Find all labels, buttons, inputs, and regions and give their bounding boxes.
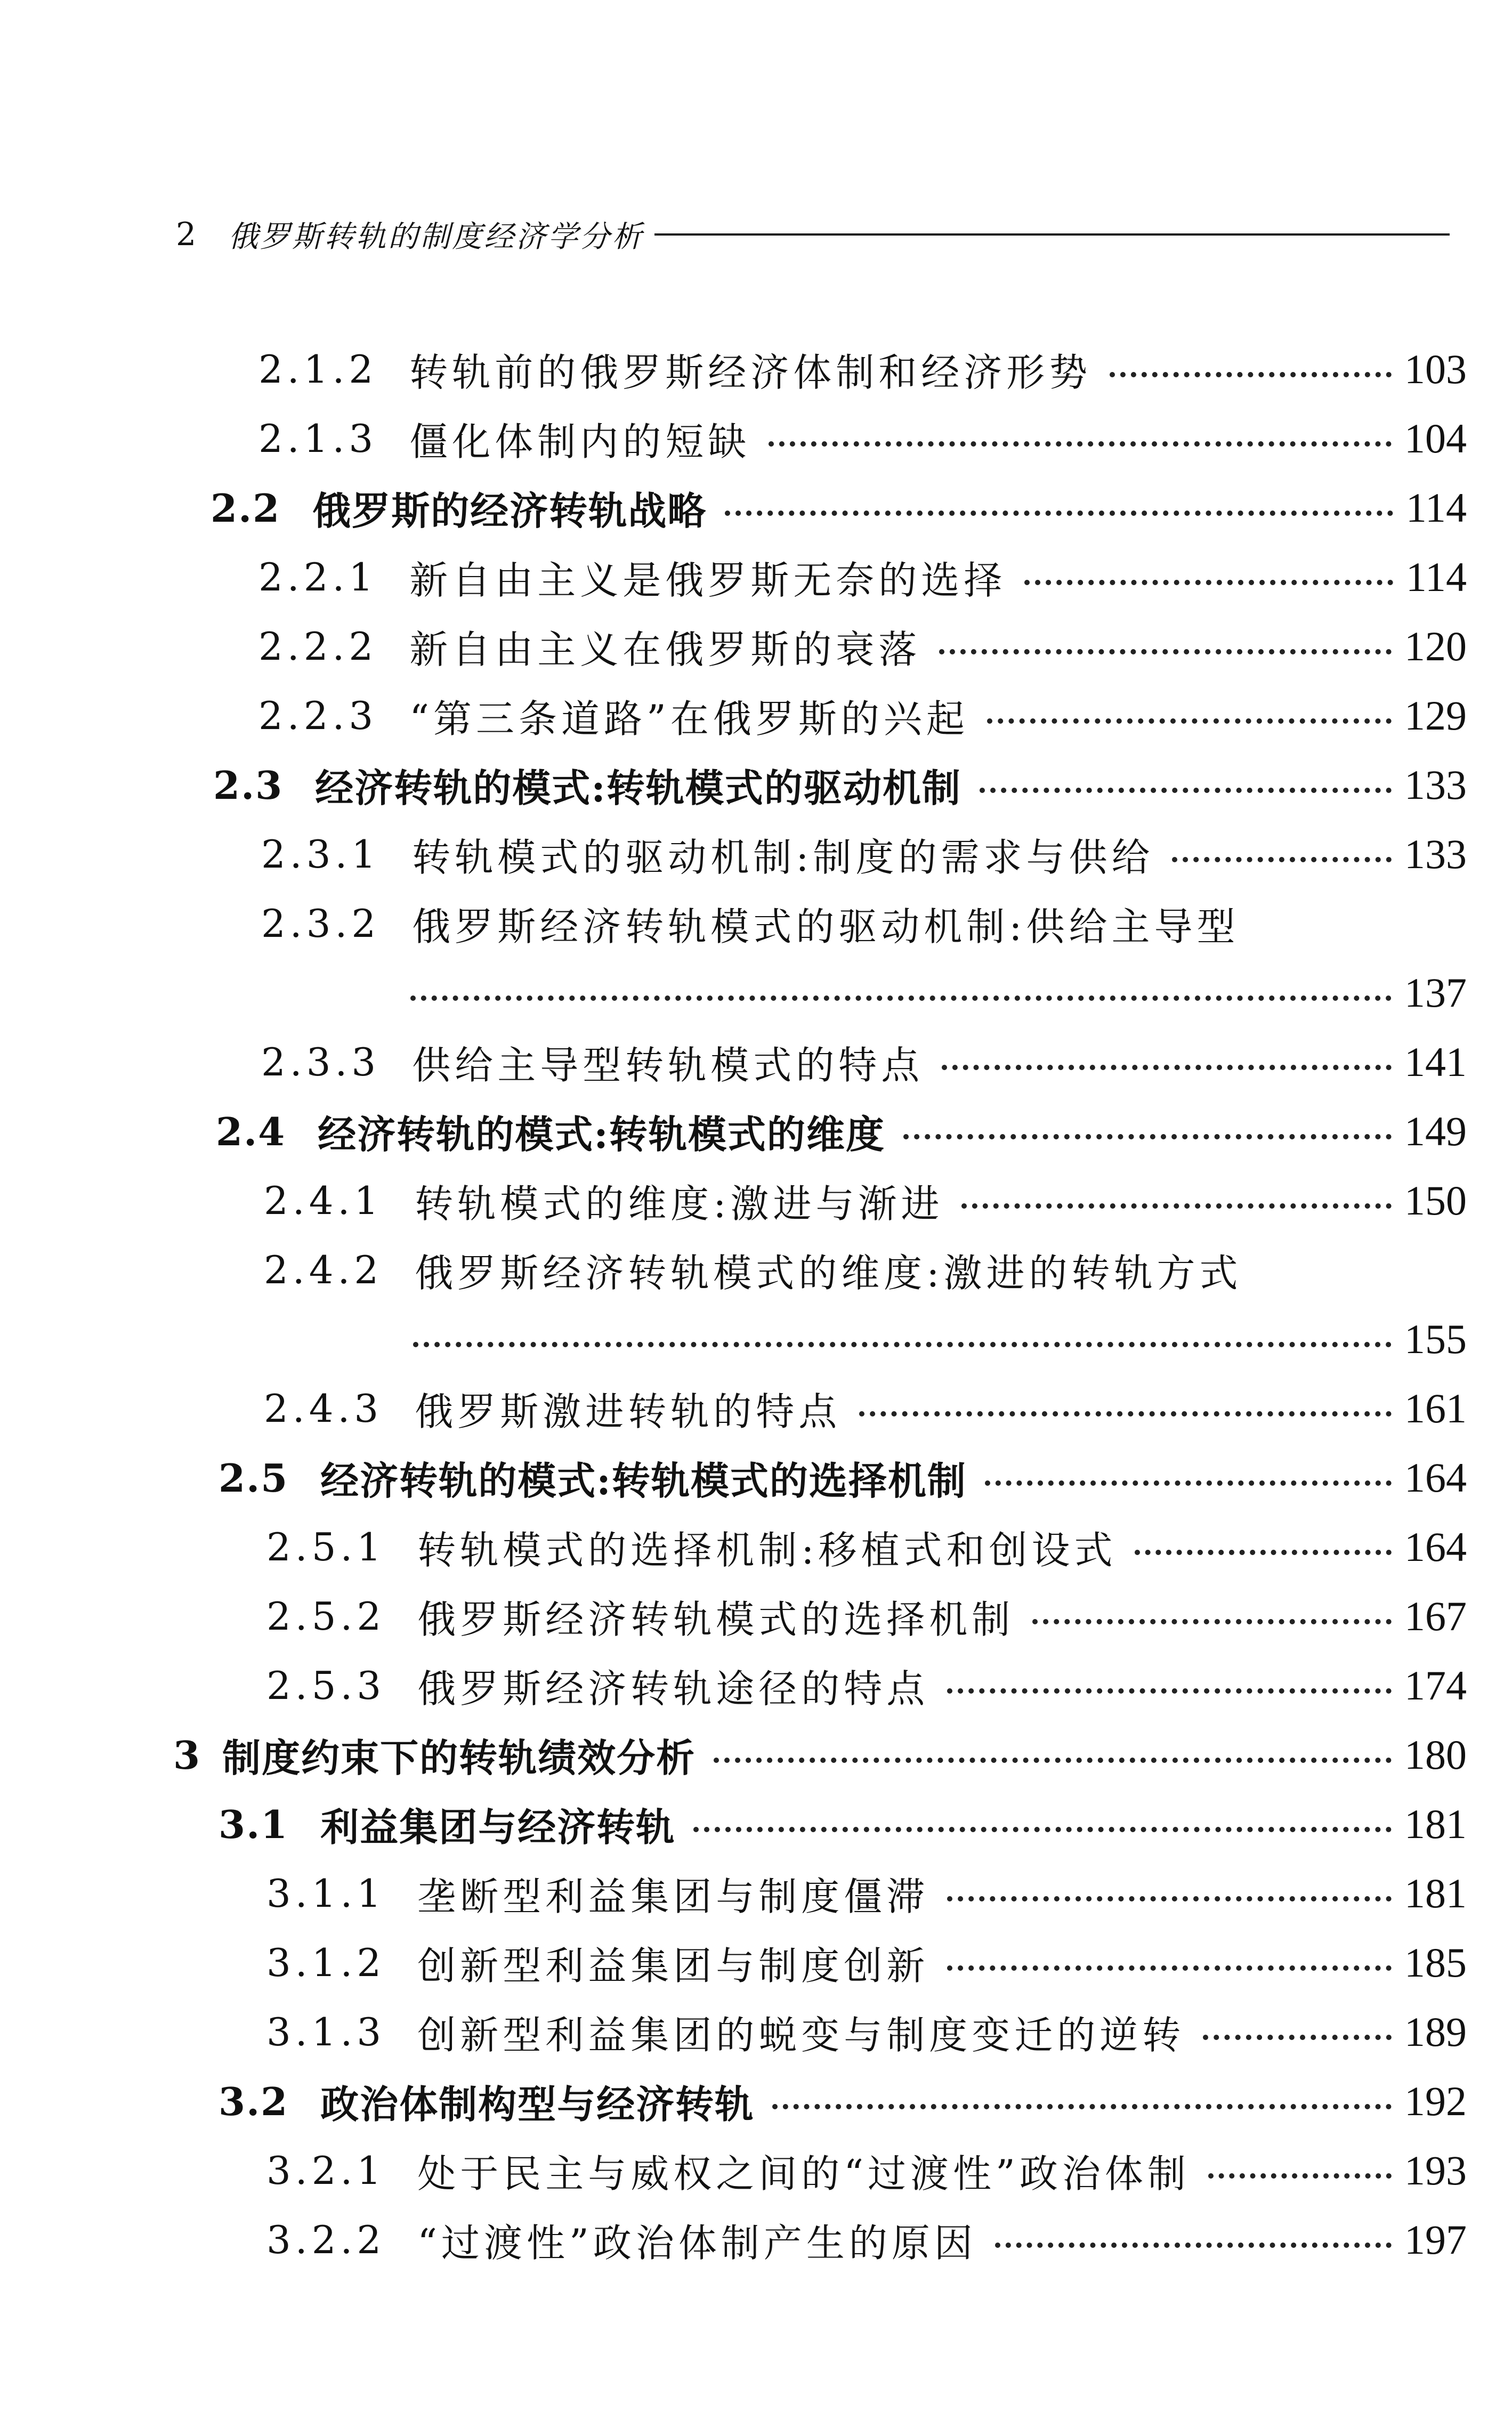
toc-leader	[1135, 1550, 1392, 1555]
toc-entry[interactable]	[266, 1928, 1467, 1997]
toc-entry-page: 120	[1404, 623, 1467, 669]
toc-entry-page: 180	[1404, 1731, 1467, 1778]
toc-entry-page: 149	[1404, 1108, 1467, 1154]
toc-entry-page: 103	[1404, 346, 1467, 392]
toc-chapter[interactable]	[173, 1720, 1467, 1790]
toc-section[interactable]	[216, 1097, 1467, 1166]
toc-entry[interactable]	[266, 1582, 1467, 1651]
toc-entry-title: 制度约束下的转轨绩效分析	[222, 1735, 696, 1780]
toc-entry-title: 新自由主义在俄罗斯的衰落	[409, 627, 921, 672]
toc-leader	[939, 649, 1392, 654]
toc-entry-page: 114	[1405, 554, 1467, 600]
toc-entry-page: 161	[1404, 1385, 1467, 1431]
toc-entry-title: 垄断型利益集团与制度僵滞	[417, 1874, 929, 1919]
toc-leader	[903, 1134, 1392, 1139]
toc-entry-page: 167	[1404, 1593, 1467, 1639]
toc-leader	[1110, 372, 1392, 377]
toc-entry-page: 164	[1404, 1454, 1467, 1501]
toc-entry-page: 114	[1405, 484, 1467, 531]
toc-entry[interactable]	[261, 820, 1467, 889]
toc-entry-title: 政治体制构型与经济转轨	[320, 2082, 755, 2127]
toc-entry-title: 转轨前的俄罗斯经济体制和经济形势	[409, 350, 1092, 395]
toc-entry-title: 转轨模式的维度:激进与渐进	[415, 1181, 944, 1226]
header-rule	[654, 233, 1450, 236]
toc-leader	[961, 1203, 1392, 1209]
toc-entry[interactable]	[266, 2205, 1467, 2275]
toc-entry-page: 150	[1404, 1177, 1467, 1224]
toc-entry[interactable]	[264, 1235, 1242, 1305]
toc-entry-title: 新自由主义是俄罗斯无奈的选择	[409, 558, 1007, 603]
toc-entry-page: 133	[1404, 762, 1467, 808]
toc-entry[interactable]	[264, 1166, 1467, 1235]
toc-entry-title: 处于民主与威权之间的“过渡性”政治体制	[417, 2151, 1190, 2196]
toc-entry-number: 2.2	[211, 485, 281, 531]
toc-leader	[987, 718, 1392, 724]
toc-entry-page: 197	[1404, 2216, 1467, 2263]
toc-entry-page: 174	[1404, 1662, 1467, 1709]
toc-leader	[725, 511, 1393, 516]
toc-entry-number: 2.5.2	[266, 1594, 386, 1639]
toc-leader	[995, 2243, 1392, 2248]
toc-entry-title: 经济转轨的模式:转轨模式的维度	[318, 1112, 885, 1157]
toc-entry[interactable]	[258, 404, 1467, 473]
toc-entry-title: 俄罗斯的经济转轨战略	[312, 488, 707, 533]
toc-leader	[413, 1342, 1392, 1347]
toc-entry-number: 2.5.1	[266, 1525, 386, 1569]
toc-entry-page: 181	[1404, 1801, 1467, 1847]
toc-entry-page: 104	[1404, 415, 1467, 462]
toc-entry-number: 2.3	[213, 762, 284, 808]
toc-entry-title: 俄罗斯激进转轨的特点	[415, 1389, 842, 1434]
toc-entry-page: 129	[1404, 692, 1467, 739]
toc-entry[interactable]	[266, 2136, 1467, 2205]
toc-entry-number: 2.3.2	[261, 901, 381, 946]
toc-entry-title: “第三条道路”在俄罗斯的兴起	[409, 697, 969, 741]
toc-entry-number: 3.1	[219, 1801, 289, 1847]
toc-entry-title: 俄罗斯经济转轨模式的驱动机制:供给主导型	[412, 904, 1240, 949]
toc-entry-title: 创新型利益集团的蜕变与制度变迁的逆转	[417, 2013, 1185, 2058]
toc-entry-page: 181	[1404, 1870, 1467, 1916]
toc-section[interactable]	[219, 1790, 1467, 1859]
toc-entry-title: 经济转轨的模式:转轨模式的驱动机制	[315, 765, 961, 811]
toc-entry-number: 2.5	[219, 1455, 289, 1501]
toc-entry-number: 2.3.3	[261, 1040, 381, 1084]
toc-entry[interactable]	[266, 1651, 1467, 1720]
toc-entry-page: 133	[1404, 831, 1467, 877]
toc-leader	[947, 1896, 1392, 1901]
toc-leader	[1203, 2035, 1392, 2040]
toc-entry-title: 利益集团与经济转轨	[320, 1804, 676, 1850]
toc-entry[interactable]	[266, 1859, 1467, 1928]
toc-entry-number: 2.5.3	[266, 1663, 386, 1708]
toc-leader	[947, 1688, 1392, 1694]
toc-entry-number: 3.2.2	[266, 2217, 386, 2262]
toc-entry-number: 3.2	[219, 2078, 289, 2124]
toc-entry-number: 2.4.2	[264, 1248, 383, 1292]
toc-entry-page: 141	[1404, 1039, 1467, 1085]
toc-entry-title: 僵化体制内的短缺	[409, 419, 751, 464]
toc-leader	[1172, 857, 1392, 862]
header-book-title: 俄罗斯转轨的制度经济学分析	[228, 220, 644, 254]
toc-entry-title: 经济转轨的模式:转轨模式的选择机制	[320, 1458, 967, 1503]
toc-leader	[859, 1411, 1392, 1417]
toc-entry-title: 创新型利益集团与制度创新	[417, 1944, 929, 1988]
toc-entry[interactable]	[258, 335, 1467, 404]
toc-entry-number: 3	[173, 1732, 201, 1778]
toc-entry[interactable]	[266, 1997, 1467, 2067]
toc-entry-page: 155	[1404, 1316, 1467, 1362]
toc-entry-number: 3.1.3	[266, 2010, 386, 2054]
toc-entry-title: 供给主导型转轨模式的特点	[412, 1043, 924, 1088]
toc-entry-number: 2.2.1	[258, 555, 378, 600]
toc-leader	[714, 1758, 1392, 1763]
toc-leader	[410, 995, 1392, 1001]
toc-entry[interactable]	[266, 1512, 1467, 1582]
toc-leader	[693, 1827, 1392, 1832]
toc-entry-page: 193	[1404, 2147, 1467, 2194]
toc-entry-number: 2.4.1	[264, 1178, 383, 1223]
toc-section[interactable]	[211, 473, 1467, 543]
toc-leader	[1024, 580, 1393, 585]
toc-entry-continuation[interactable]	[410, 958, 1467, 1027]
toc-entry[interactable]	[264, 1374, 1467, 1443]
toc-entry-number: 3.1.2	[266, 1940, 386, 1985]
toc-entry-title: 转轨模式的驱动机制:制度的需求与供给	[412, 835, 1154, 880]
toc-entry-number: 2.4	[216, 1108, 286, 1154]
toc-entry-title: 俄罗斯经济转轨模式的维度:激进的转轨方式	[415, 1251, 1242, 1296]
toc-entry-number: 3.1.1	[266, 1871, 386, 1916]
toc-entry-page: 185	[1404, 1939, 1467, 1986]
toc-leader	[1208, 2173, 1392, 2179]
toc-entry[interactable]	[261, 1027, 1467, 1097]
toc-entry[interactable]	[258, 543, 1467, 612]
toc-entry-title: 俄罗斯经济转轨途径的特点	[417, 1666, 929, 1711]
running-header	[176, 208, 1450, 261]
toc-leader	[772, 2104, 1392, 2109]
toc-entry-title: “过渡性”政治体制产生的原因	[417, 2221, 977, 2265]
toc-entry[interactable]	[258, 612, 1467, 681]
toc-leader	[942, 1065, 1392, 1070]
toc-entry-title: 俄罗斯经济转轨模式的选择机制	[417, 1597, 1015, 1642]
toc-entry-continuation[interactable]	[413, 1305, 1467, 1374]
toc-leader	[985, 1480, 1392, 1486]
toc-entry[interactable]	[258, 681, 1467, 750]
toc-entry-page: 137	[1404, 969, 1467, 1016]
toc-entry-number: 2.2.2	[258, 624, 378, 669]
toc-leader	[769, 441, 1392, 447]
toc-leader	[980, 788, 1392, 793]
toc-entry-page: 192	[1404, 2078, 1467, 2124]
toc-leader	[947, 1965, 1392, 1971]
toc-entry-number: 2.4.3	[264, 1386, 383, 1431]
toc-entry-number: 2.1.2	[258, 347, 378, 392]
toc-entry[interactable]	[261, 889, 1239, 958]
toc-entry-number: 3.2.1	[266, 2148, 386, 2193]
toc-entry-title: 转轨模式的选择机制:移植式和创设式	[417, 1528, 1117, 1573]
header-page-number: 2	[176, 216, 197, 253]
toc-entry-number: 2.2.3	[258, 693, 378, 738]
toc-section[interactable]	[219, 1443, 1467, 1512]
toc-entry-page: 189	[1404, 2009, 1467, 2055]
toc-section[interactable]	[213, 750, 1467, 820]
toc-entry-number: 2.1.3	[258, 416, 378, 461]
toc-entry-page: 164	[1404, 1524, 1467, 1570]
toc-section[interactable]	[219, 2067, 1467, 2136]
toc-entry-number: 2.3.1	[261, 832, 381, 877]
toc-leader	[1032, 1619, 1392, 1624]
